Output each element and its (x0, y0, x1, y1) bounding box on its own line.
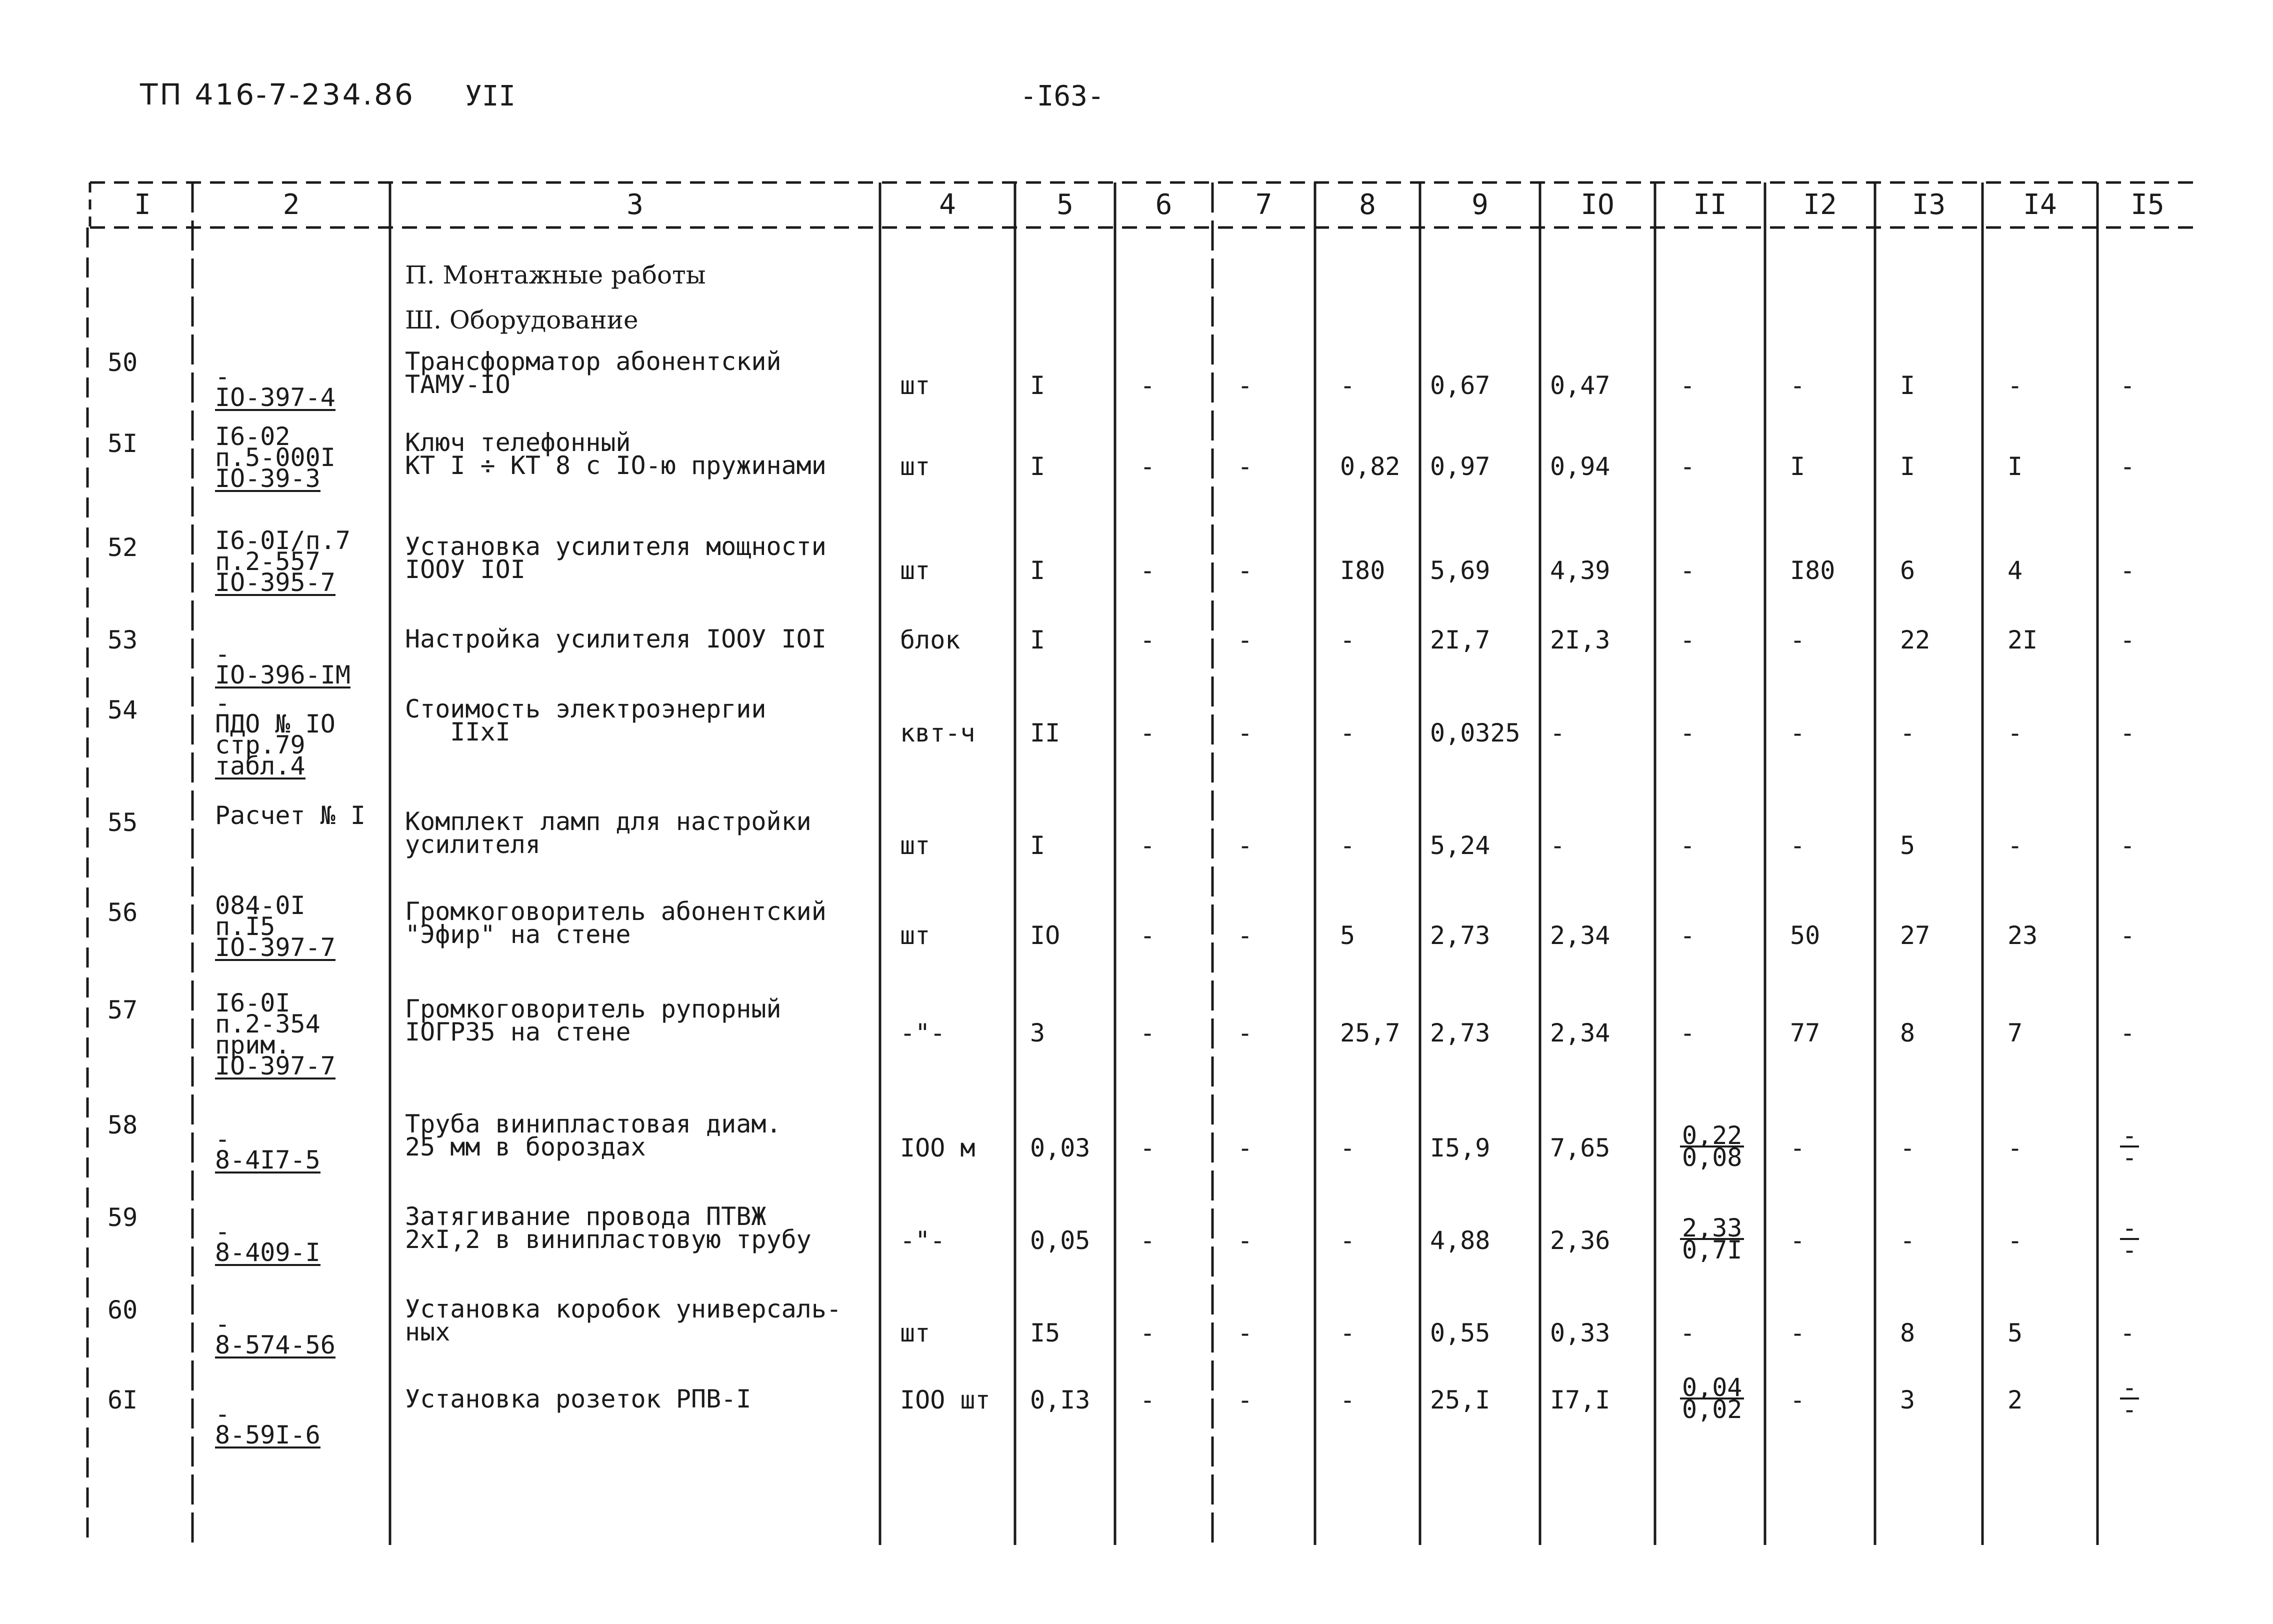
col-14-value: - (2008, 1134, 2023, 1162)
section-title-installation: П. Монтажные работы (405, 260, 706, 290)
col-11-value: - (1680, 718, 1696, 748)
norm-reference-line: - (215, 1217, 230, 1246)
work-description-line: Установка коробок универсаль- (405, 1294, 842, 1324)
col-13-value: - (1900, 1226, 1916, 1255)
norm-reference (215, 801, 366, 830)
col-15-value (2120, 1121, 2139, 1172)
col-12-value: - (1790, 626, 1806, 654)
column-header-4: 4 (939, 188, 956, 221)
work-description (405, 994, 782, 1046)
work-description-line: IOГР35 на стене (405, 1018, 631, 1046)
fraction-numerator: - (2120, 1378, 2139, 1400)
col-14-value: - (2008, 1226, 2023, 1255)
col-13-value: 8 (1900, 1018, 1916, 1048)
col-6-value: - (1140, 556, 1156, 585)
col-12-value: 77 (1790, 1018, 1820, 1048)
col-13-value: 3 (1900, 1386, 1916, 1414)
col-6-value: - (1140, 1134, 1156, 1162)
col-6-value: - (1140, 718, 1156, 748)
col-14-value: 2 (2008, 1386, 2023, 1414)
col-14-value: 4 (2008, 556, 2023, 585)
col-6-value: - (1140, 452, 1156, 481)
col-6-value: - (1140, 831, 1156, 860)
norm-reference-line: IO-397-4 (215, 383, 336, 412)
work-description-line: Труба винипластовая диам. (405, 1110, 782, 1138)
work-description-line: Настройка усилителя IOOУ IOI (405, 624, 826, 654)
fraction-value (2120, 1373, 2139, 1424)
work-description-line: Ключ телефонный (405, 428, 631, 457)
norm-reference-line: 8-59I-6 (215, 1420, 320, 1450)
sheet-label: УII (465, 80, 516, 112)
work-description-line: 25 мм в бороздах (405, 1132, 646, 1162)
fraction-denominator: 0,7I (1682, 1236, 1742, 1264)
col-15-value: - (2120, 371, 2136, 400)
norm-reference-line: IO-397-7 (215, 933, 336, 962)
unit-of-measure: шт (900, 556, 930, 585)
col-13-value: 27 (1900, 921, 1930, 950)
norm-reference-line: ПДО № IO (215, 710, 336, 738)
quantity: I (1030, 371, 1046, 400)
col-8-value: - (1340, 626, 1356, 654)
norm-reference-line: 8-4I7-5 (215, 1146, 320, 1174)
fraction-numerator: - (2120, 1218, 2139, 1240)
row-number: 6I (108, 1386, 138, 1414)
norm-reference (215, 988, 336, 1080)
work-description-line: 2хI,2 в винипластовую трубу (405, 1225, 812, 1254)
row-number: 50 (108, 348, 138, 377)
work-description-line: Установка розеток РПВ-I (405, 1384, 752, 1414)
row-number: 58 (108, 1110, 138, 1140)
fraction-numerator: 2,33 (1680, 1218, 1744, 1240)
fraction-value (2120, 1121, 2139, 1172)
col-15-value: - (2120, 556, 2136, 585)
norm-reference-line: IO-397-7 (215, 1052, 336, 1080)
norm-reference-line: - (215, 1400, 230, 1428)
norm-reference-line (215, 1200, 320, 1221)
norm-reference-line: стр.79 (215, 730, 306, 760)
col-12-value: 50 (1790, 921, 1820, 950)
norm-reference-line: п.I5 (215, 912, 276, 941)
fraction-value (1680, 1373, 1744, 1424)
col-7-value: - (1238, 626, 1253, 654)
col-10-value: 0,33 (1550, 1318, 1610, 1348)
col-9-value: 0,67 (1430, 371, 1490, 400)
col-9-value: 2,73 (1430, 921, 1490, 950)
unit-of-measure: шт (900, 831, 930, 860)
col-12-value: - (1790, 1386, 1806, 1414)
norm-reference-line: прим. (215, 1030, 290, 1060)
norm-reference (215, 1200, 320, 1266)
quantity: 0,I3 (1030, 1386, 1090, 1414)
col-15-value: - (2120, 921, 2136, 950)
work-description (405, 1110, 782, 1162)
col-15-value: - (2120, 452, 2136, 481)
unit-of-measure: -"- (900, 1226, 946, 1255)
col-15-value: - (2120, 831, 2136, 860)
norm-reference (215, 891, 336, 962)
column-header-3: 3 (626, 188, 644, 221)
col-13-value: 8 (1900, 1318, 1916, 1348)
quantity: I (1030, 556, 1046, 585)
fraction-value (1680, 1121, 1744, 1172)
work-description (405, 1202, 812, 1254)
col-8-value: I80 (1340, 556, 1386, 585)
col-12-value: - (1790, 831, 1806, 860)
col-9-value: 0,55 (1430, 1318, 1490, 1348)
col-8-value: 5 (1340, 921, 1356, 950)
col-11-value: - (1680, 1018, 1696, 1048)
norm-reference-line: I6-02 (215, 422, 290, 451)
col-12-value: - (1790, 1318, 1806, 1348)
column-header-7: 7 (1255, 188, 1272, 221)
col-14-value: - (2008, 718, 2023, 748)
fraction-denominator: - (2122, 1143, 2138, 1172)
norm-reference-line: п.2-354 (215, 1010, 320, 1038)
col-7-value: - (1238, 921, 1253, 950)
unit-of-measure: шт (900, 452, 930, 481)
col-14-value: 23 (2008, 921, 2038, 950)
row-number: 53 (108, 626, 138, 654)
work-description (405, 897, 826, 949)
column-header-2: 2 (282, 188, 300, 221)
col-14-value: 7 (2008, 1018, 2023, 1048)
col-8-value: - (1340, 1226, 1356, 1255)
work-description (405, 428, 826, 480)
col-9-value: 0,0325 (1430, 718, 1520, 748)
col-7-value: - (1238, 1386, 1253, 1414)
col-6-value: - (1140, 1226, 1156, 1255)
col-10-value: - (1550, 718, 1566, 748)
norm-reference-line: - (215, 1310, 230, 1338)
work-description (405, 1384, 752, 1414)
col-12-value: - (1790, 1226, 1806, 1255)
col-11-value: - (1680, 626, 1696, 654)
col-8-value: - (1340, 1134, 1356, 1162)
norm-reference-line: IO-395-7 (215, 568, 336, 597)
col-13-value: 5 (1900, 831, 1916, 860)
work-description-line: Затягивание провода ПТВЖ (405, 1202, 766, 1231)
col-15-value: - (2120, 1318, 2136, 1348)
col-10-value: 4,39 (1550, 556, 1610, 585)
col-11-value: - (1680, 831, 1696, 860)
norm-reference (215, 526, 350, 597)
fraction-denominator: 0,08 (1682, 1143, 1742, 1172)
col-11-value: - (1680, 452, 1696, 481)
quantity: I (1030, 831, 1046, 860)
norm-reference-line (215, 1108, 320, 1128)
col-9-value: 0,97 (1430, 452, 1490, 481)
col-14-value: 5 (2008, 1318, 2023, 1348)
norm-reference-line: I6-0I/п.7 (215, 526, 350, 555)
column-header-11: II (1693, 188, 1727, 221)
norm-reference (215, 688, 336, 780)
col-7-value: - (1238, 1226, 1253, 1255)
fraction-numerator: 0,22 (1680, 1126, 1744, 1148)
col-6-value: - (1140, 371, 1156, 400)
column-header-13: I3 (1912, 188, 1946, 221)
col-10-value: I7,I (1550, 1386, 1610, 1414)
fraction-value (1680, 1214, 1744, 1264)
col-12-value: - (1790, 718, 1806, 748)
col-11-value: - (1680, 1318, 1696, 1348)
work-description (405, 624, 826, 654)
norm-reference-line: - (215, 362, 230, 391)
row-number: 5I (108, 429, 138, 458)
column-header-1: I (134, 188, 151, 221)
document-code: ТП 416-7-234.86 (140, 78, 415, 112)
fraction-denominator: - (2122, 1236, 2138, 1264)
norm-reference-line: IO-39-3 (215, 464, 320, 493)
norm-reference (215, 345, 336, 411)
work-description-line: Установка усилителя мощности (405, 532, 826, 561)
work-description (405, 347, 782, 399)
norm-reference-line (215, 345, 336, 366)
unit-of-measure: IOO м (900, 1134, 976, 1162)
norm-reference (215, 422, 336, 493)
norm-reference-line: - (215, 688, 230, 718)
work-description-line: ТАМУ-IO (405, 370, 510, 399)
row-number: 56 (108, 898, 138, 927)
quantity: 0,05 (1030, 1226, 1090, 1255)
work-description (405, 1294, 842, 1346)
col-10-value: 0,47 (1550, 371, 1610, 400)
col-11-value (1680, 1373, 1744, 1424)
col-6-value: - (1140, 1018, 1156, 1048)
work-description-line: "Эфир" на стене (405, 920, 631, 949)
row-number: 59 (108, 1203, 138, 1232)
col-7-value: - (1238, 718, 1253, 748)
col-10-value: 2I,3 (1550, 626, 1610, 654)
col-8-value: - (1340, 718, 1356, 748)
col-8-value: 25,7 (1340, 1018, 1400, 1048)
col-13-value: 22 (1900, 626, 1930, 654)
row-number: 60 (108, 1296, 138, 1324)
col-15-value (2120, 1214, 2139, 1264)
col-13-value: I (1900, 371, 1916, 400)
row-number: 52 (108, 533, 138, 562)
col-13-value: - (1900, 1134, 1916, 1162)
col-13-value: - (1900, 718, 1916, 748)
col-6-value: - (1140, 626, 1156, 654)
col-14-value: - (2008, 371, 2023, 400)
col-12-value: I80 (1790, 556, 1836, 585)
col-13-value: 6 (1900, 556, 1916, 585)
col-9-value: I5,9 (1430, 1134, 1490, 1162)
fraction-denominator: - (2122, 1395, 2138, 1424)
column-header-14: I4 (2023, 188, 2057, 221)
norm-reference-line: 084-0I (215, 891, 306, 920)
quantity: 3 (1030, 1018, 1046, 1048)
col-8-value: 0,82 (1340, 452, 1400, 481)
work-description-line: Громкоговоритель рупорный (405, 994, 782, 1024)
norm-reference-line: 8-409-I (215, 1238, 320, 1267)
norm-reference-line: п.2-557 (215, 547, 320, 576)
unit-of-measure: шт (900, 371, 930, 400)
row-number: 54 (108, 696, 138, 724)
column-header-5: 5 (1056, 188, 1074, 221)
work-description-line: IIхI (405, 718, 510, 746)
column-header-10: IO (1580, 188, 1614, 221)
col-7-value: - (1238, 1018, 1253, 1048)
col-8-value: - (1340, 831, 1356, 860)
col-10-value: 2,34 (1550, 921, 1610, 950)
col-9-value: 2,73 (1430, 1018, 1490, 1048)
norm-reference (215, 1382, 320, 1448)
norm-reference (215, 1108, 320, 1174)
norm-reference-line: - (215, 640, 230, 668)
norm-reference (215, 1292, 336, 1358)
norm-reference-line (215, 1382, 320, 1404)
col-14-value: 2I (2008, 626, 2038, 654)
fraction-numerator: 0,04 (1680, 1378, 1744, 1400)
work-description-line: усилителя (405, 830, 540, 859)
col-6-value: - (1140, 1318, 1156, 1348)
work-description-line: Стоимость электроэнергии (405, 694, 766, 724)
col-15-value: - (2120, 1018, 2136, 1048)
col-8-value: - (1340, 371, 1356, 400)
unit-of-measure: квт-ч (900, 718, 976, 748)
work-description (405, 694, 766, 746)
row-number: 57 (108, 996, 138, 1024)
col-11-value: - (1680, 556, 1696, 585)
column-header-6: 6 (1155, 188, 1172, 221)
col-7-value: - (1238, 1318, 1253, 1348)
norm-reference-line (215, 622, 350, 644)
col-12-value: I (1790, 452, 1806, 481)
col-8-value: - (1340, 1386, 1356, 1414)
column-header-12: I2 (1803, 188, 1837, 221)
col-7-value: - (1238, 556, 1253, 585)
col-9-value: 5,24 (1430, 831, 1490, 860)
work-description-line: Трансформатор абонентский (405, 347, 782, 376)
col-11-value (1680, 1214, 1744, 1264)
col-10-value: 2,36 (1550, 1226, 1610, 1255)
page-number: -I63- (1020, 80, 1104, 112)
norm-reference-line (215, 1292, 336, 1314)
norm-reference-line: табл.4 (215, 752, 306, 780)
col-10-value: 0,94 (1550, 452, 1610, 481)
fraction-value (2120, 1214, 2139, 1264)
unit-of-measure: блок (900, 626, 960, 654)
work-description (405, 807, 812, 859)
norm-reference-line: п.5-000I (215, 443, 336, 472)
col-8-value: - (1340, 1318, 1356, 1348)
col-7-value: - (1238, 1134, 1253, 1162)
col-7-value: - (1238, 371, 1253, 400)
work-description-line: Громкоговоритель абонентский (405, 897, 826, 926)
col-10-value: 7,65 (1550, 1134, 1610, 1162)
col-15-value: - (2120, 718, 2136, 748)
col-14-value: I (2008, 452, 2023, 481)
col-9-value: 2I,7 (1430, 626, 1490, 654)
col-9-value: 5,69 (1430, 556, 1490, 585)
norm-reference-line: 8-574-56 (215, 1330, 336, 1360)
work-description-line: ных (405, 1318, 450, 1346)
fraction-denominator: 0,02 (1682, 1395, 1742, 1424)
col-15-value (2120, 1373, 2139, 1424)
col-11-value (1680, 1121, 1744, 1172)
norm-reference-line: IO-396-IМ (215, 660, 350, 690)
fraction-numerator: - (2120, 1126, 2139, 1148)
unit-of-measure: шт (900, 921, 930, 950)
column-header-9: 9 (1472, 188, 1488, 221)
col-6-value: - (1140, 921, 1156, 950)
row-number: 55 (108, 808, 138, 837)
work-description (405, 532, 826, 584)
quantity: II (1030, 718, 1060, 748)
column-header-8: 8 (1359, 188, 1376, 221)
unit-of-measure: IOO шт (900, 1386, 990, 1414)
col-9-value: 25,I (1430, 1386, 1490, 1414)
col-7-value: - (1238, 831, 1253, 860)
col-10-value: 2,34 (1550, 1018, 1610, 1048)
quantity: I (1030, 626, 1046, 654)
col-15-value: - (2120, 626, 2136, 654)
col-6-value: - (1140, 1386, 1156, 1414)
quantity: I (1030, 452, 1046, 481)
quantity: 0,03 (1030, 1134, 1090, 1162)
norm-reference (215, 622, 350, 688)
quantity: IO (1030, 921, 1060, 950)
norm-reference-line: - (215, 1124, 230, 1154)
section-title-equipment: Ш. Оборудование (405, 306, 638, 334)
work-description-line: IOOУ IOI (405, 555, 526, 584)
column-header-15: I5 (2130, 188, 2164, 221)
col-13-value: I (1900, 452, 1916, 481)
col-11-value: - (1680, 371, 1696, 400)
col-14-value: - (2008, 831, 2023, 860)
quantity: I5 (1030, 1318, 1060, 1348)
work-description-line: Комплект ламп для настройки (405, 807, 812, 836)
col-11-value: - (1680, 921, 1696, 950)
col-9-value: 4,88 (1430, 1226, 1490, 1255)
unit-of-measure: -"- (900, 1018, 946, 1048)
norm-reference-line: Расчет № I (215, 801, 366, 830)
norm-reference-line: I6-0I (215, 988, 290, 1018)
col-12-value: - (1790, 1134, 1806, 1162)
col-10-value: - (1550, 831, 1566, 860)
unit-of-measure: шт (900, 1318, 930, 1348)
col-12-value: - (1790, 371, 1806, 400)
col-7-value: - (1238, 452, 1253, 481)
work-description-line: КТ I ÷ КТ 8 с IO-ю пружинами (405, 451, 826, 480)
